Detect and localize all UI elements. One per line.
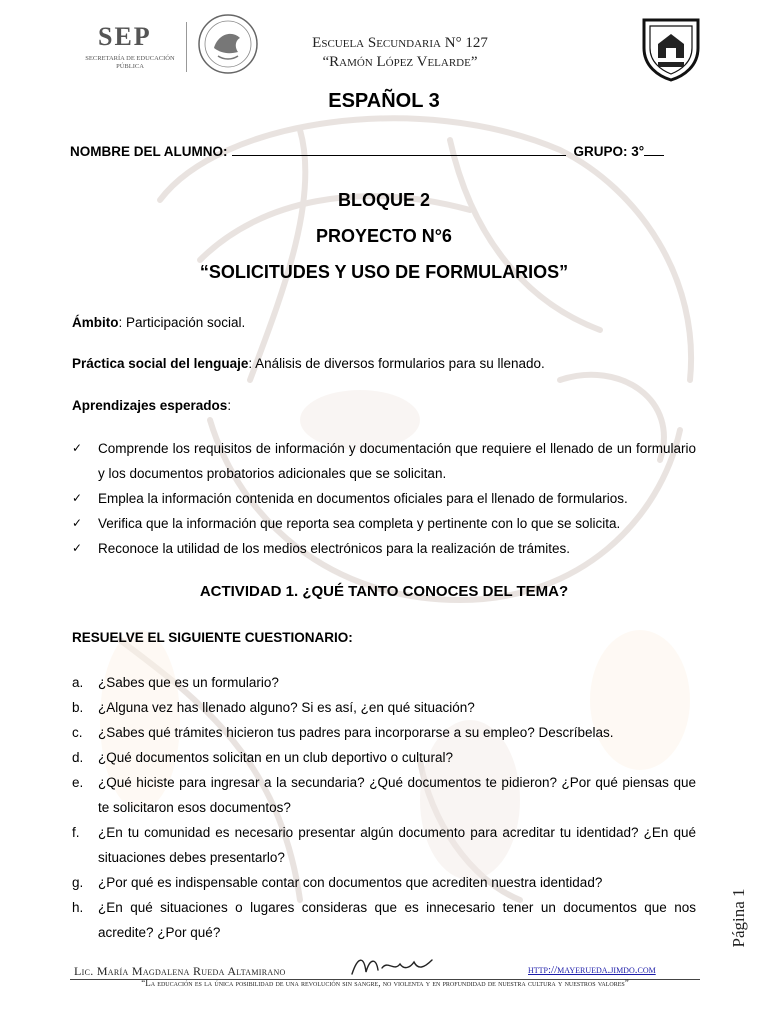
- question-text: ¿Qué hiciste para ingresar a la secundaria? ¿Qué documentos te pidieron? ¿Por qué piensas que te solicitaron esos documentos?: [98, 775, 696, 815]
- list-item: [72, 745, 696, 770]
- question-text: ¿Qué documentos solicitan en un club deportivo o cultural?: [98, 750, 453, 765]
- school-name-line1: Escuela Secundaria N° 127: [312, 35, 488, 51]
- outcome-text: Emplea la información contenida en documentos oficiales para el llenado de formularios.: [98, 491, 628, 506]
- student-name-line: [70, 144, 710, 159]
- question-letter: h.: [72, 900, 84, 915]
- list-item: [72, 720, 696, 745]
- school-emblem-icon: [638, 14, 704, 82]
- aprendizajes-colon: :: [227, 398, 232, 413]
- question-letter: f.: [72, 825, 80, 840]
- ambito-label: Ámbito: [72, 315, 119, 330]
- list-item: [72, 870, 696, 895]
- sep-logo: [80, 22, 180, 74]
- school-name: [270, 34, 530, 72]
- student-name-blank[interactable]: [232, 155, 566, 156]
- question-letter: d.: [72, 750, 84, 765]
- list-item: [72, 670, 696, 695]
- question-letter: g.: [72, 875, 84, 890]
- list-item: [72, 695, 696, 720]
- outcome-text: Reconoce la utilidad de los medios electrónicos para la realización de trámites.: [98, 541, 570, 556]
- ambito-value: : Participación social.: [118, 315, 246, 330]
- student-name-label: NOMBRE DEL ALUMNO:: [70, 144, 228, 159]
- project-title: “SOLICITUDES Y USO DE FORMULARIOS”: [199, 262, 569, 282]
- list-item: [72, 511, 696, 536]
- group-blank[interactable]: [644, 155, 664, 156]
- question-text: ¿Sabes qué trámites hicieron tus padres para incorporarse a su empleo? Descríbelas.: [98, 725, 614, 740]
- list-item: [72, 770, 696, 820]
- checkmark-icon: ✓: [72, 441, 83, 455]
- list-item: [72, 895, 696, 945]
- learning-outcomes-list: [72, 436, 696, 561]
- author-name: Lic. María Magdalena Rueda Altamirano: [74, 964, 286, 978]
- practica-value: : Análisis de diversos formularios para su llenado.: [248, 356, 545, 371]
- aprendizajes-line: [72, 398, 696, 413]
- subject-title: ESPAÑOL 3: [328, 90, 440, 112]
- question-letter: c.: [72, 725, 83, 740]
- list-item: [72, 820, 696, 870]
- project-number: PROYECTO N°6: [316, 226, 452, 246]
- checkmark-icon: ✓: [72, 491, 83, 505]
- list-item: [72, 536, 696, 561]
- logo-divider: [186, 22, 187, 72]
- checkmark-icon: ✓: [72, 541, 83, 555]
- ambito-line: [72, 315, 696, 330]
- question-text: ¿En qué situaciones o lugares consideras que es innecesario tener un documentos que nos acredite? ¿Por qué?: [98, 900, 696, 940]
- sep-logo-letters: SEP: [98, 22, 152, 51]
- question-text: ¿Sabes que es un formulario?: [98, 675, 279, 690]
- list-item: [72, 436, 696, 486]
- checkmark-icon: ✓: [72, 516, 83, 530]
- block-title: BLOQUE 2: [337, 190, 430, 210]
- question-letter: a.: [72, 675, 84, 690]
- footer-motto: “La educación es la única posibilidad de una revolución sin sangre, no violenta y en profundidad de nuestra cultura y nuestros valores”: [141, 978, 629, 988]
- handwritten-signature-icon: [348, 950, 438, 980]
- practica-label: Práctica social del lenguaje: [72, 356, 249, 371]
- website-link[interactable]: http://mayerueda.jimdo.com: [528, 964, 656, 976]
- page-number-label: [714, 880, 764, 960]
- question-text: ¿Por qué es indispensable contar con documentos que acrediten nuestra identidad?: [98, 875, 603, 890]
- school-name-line2: “Ramón López Velarde”: [322, 54, 478, 70]
- question-text: ¿En tu comunidad es necesario presentar algún documento para acreditar tu identidad? ¿En qué situaciones debes presentarlo?: [98, 825, 696, 865]
- activity-title: ACTIVIDAD 1. ¿QUÉ TANTO CONOCES DEL TEMA?: [199, 583, 569, 600]
- questionnaire-instructions: RESUELVE EL SIGUIENTE CUESTIONARIO:: [72, 630, 353, 645]
- aprendizajes-label: Aprendizajes esperados: [72, 398, 228, 413]
- question-letter: e.: [72, 775, 84, 790]
- question-text: ¿Alguna vez has llenado alguno? Si es así, ¿en qué situación?: [98, 700, 475, 715]
- page-number-text: Página 1: [729, 888, 748, 948]
- outcome-text: Comprende los requisitos de información y documentación que requiere el llenado de un formulario y los documentos probatorios adicionales que se solicitan.: [98, 441, 696, 481]
- list-item: [72, 486, 696, 511]
- practica-line: [72, 356, 696, 371]
- mexican-eagle-seal-icon: [192, 12, 264, 76]
- question-letter: b.: [72, 700, 84, 715]
- group-label: GRUPO: 3°: [573, 144, 645, 159]
- sep-logo-subtitle: SECRETARÍA DE EDUCACIÓN PÚBLICA: [85, 55, 175, 70]
- questionnaire-list: [72, 670, 696, 945]
- outcome-text: Verifica que la información que reporta sea completa y pertinente con lo que se solicita.: [98, 516, 621, 531]
